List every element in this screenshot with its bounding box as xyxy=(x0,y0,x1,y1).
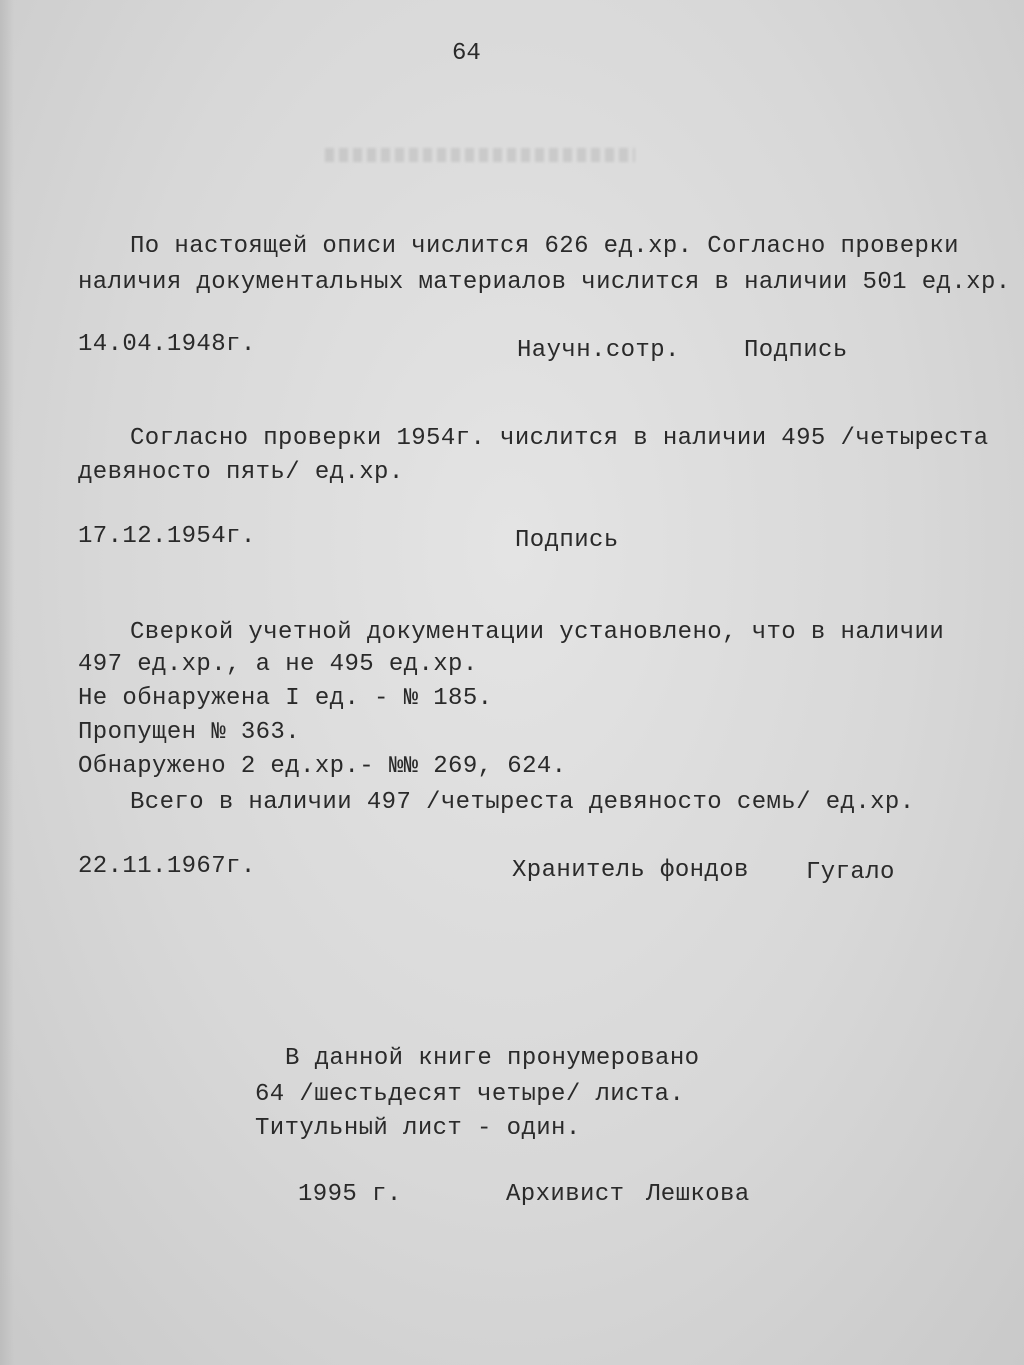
block2-signature: Подпись xyxy=(515,527,619,554)
block2-date: 17.12.1954г. xyxy=(78,523,256,550)
block4-name: Лешкова xyxy=(646,1181,750,1208)
block3-signature: Гугало xyxy=(806,859,895,886)
block1-position: Научн.сотр. xyxy=(517,337,680,364)
block3-position: Хранитель фондов xyxy=(512,857,749,884)
block3-date: 22.11.1967г. xyxy=(78,853,256,880)
block3-line4: Пропущен № 363. xyxy=(78,719,301,746)
bleed-through-text xyxy=(325,148,635,162)
block4-date: 1995 г. xyxy=(298,1181,402,1208)
page-edge-shadow xyxy=(0,0,14,1365)
block2-line1: Согласно проверки 1954г. числится в наличии 495 /четыреста xyxy=(130,425,989,452)
block3-line3: Не обнаружена I ед. - № 185. xyxy=(78,685,493,712)
block1-signature: Подпись xyxy=(744,337,848,364)
block3-line6: Всего в наличии 497 /четыреста девяносто семь/ ед.хр. xyxy=(130,789,915,816)
block4-line3: Титульный лист - один. xyxy=(255,1115,581,1142)
page-number: 64 xyxy=(452,40,481,67)
block3-line2: 497 ед.хр., а не 495 ед.хр. xyxy=(78,651,478,678)
block1-line2: наличия документальных материалов числится в наличии 501 ед.хр. xyxy=(78,269,1011,296)
block4-line1: В данной книге пронумеровано xyxy=(285,1045,700,1072)
block1-date: 14.04.1948г. xyxy=(78,331,256,358)
block3-line5: Обнаружено 2 ед.хр.- №№ 269, 624. xyxy=(78,753,567,780)
block4-position: Архивист xyxy=(506,1181,625,1208)
block1-line1: По настоящей описи числится 626 ед.хр. Согласно проверки xyxy=(130,233,959,260)
block2-line2: девяносто пять/ ед.хр. xyxy=(78,459,404,486)
block4-line2: 64 /шестьдесят четыре/ листа. xyxy=(255,1081,685,1108)
block3-line1: Сверкой учетной документации установлено, что в наличии xyxy=(130,619,945,646)
